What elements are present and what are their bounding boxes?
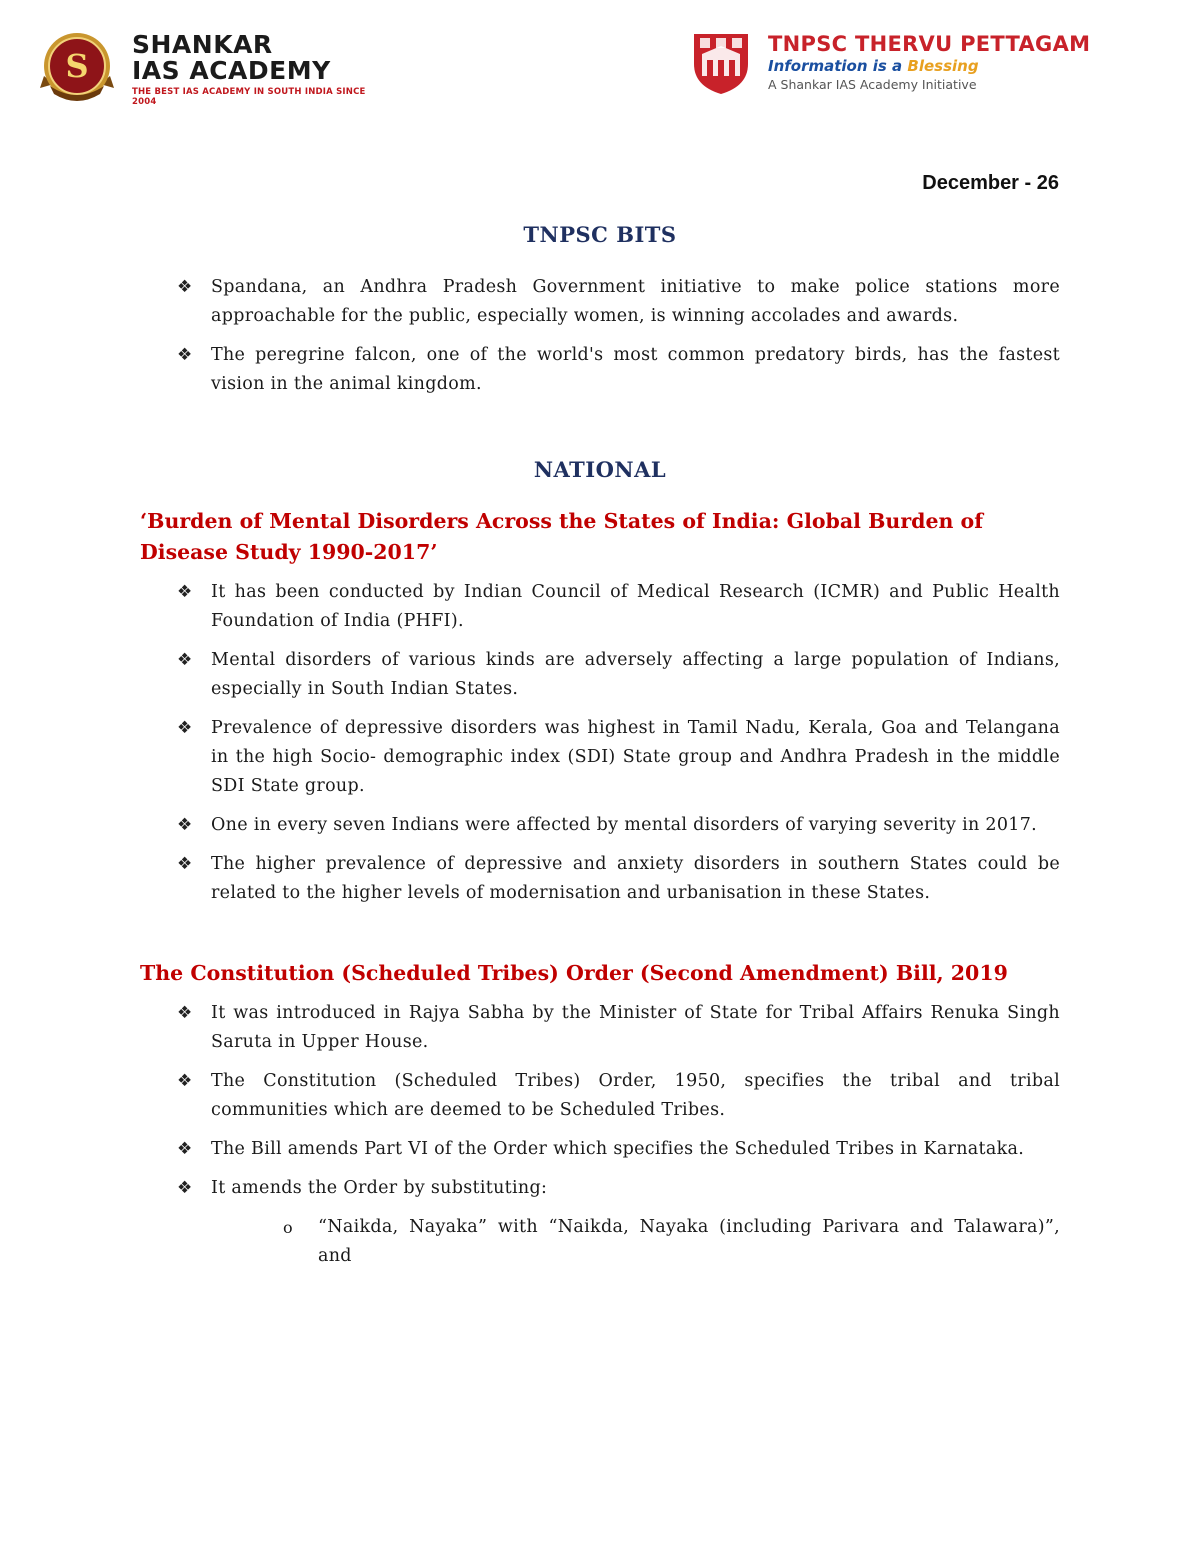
list-item (140, 714, 1060, 801)
section-title-tnpsc-bits: TNPSC BITS (523, 222, 677, 247)
svg-text:S: S (65, 47, 89, 85)
list-item (140, 1174, 1060, 1203)
four-diamond-bullet-icon: ❖ (177, 815, 193, 835)
brand-tagline: THE BEST IAS ACADEMY IN SOUTH INDIA SINCE 2004 (132, 87, 366, 107)
four-diamond-bullet-icon: ❖ (177, 1178, 193, 1198)
document-body (140, 222, 1060, 1271)
list-item (140, 273, 1060, 331)
list-item-text: Mental disorders of various kinds are adversely affecting a large population of Indians, especially in South Indian States. (211, 650, 1060, 699)
four-diamond-bullet-icon: ❖ (177, 582, 193, 602)
list-item-text: The higher prevalence of depressive and anxiety disorders in southern States could be related to the higher levels of modernisation and urbanisation in these States. (211, 854, 1060, 903)
shankar-brand-text (132, 32, 368, 107)
brand-name-line1: SHANKAR (132, 30, 273, 59)
slogan-part2: Blessing (907, 57, 979, 75)
four-diamond-bullet-icon: ❖ (177, 345, 193, 365)
substitution-sublist (140, 1213, 1060, 1271)
four-diamond-bullet-icon: ❖ (177, 854, 193, 874)
list-item-text: One in every seven Indians were affected by mental disorders of varying severity in 2017. (211, 815, 1038, 835)
four-diamond-bullet-icon: ❖ (177, 1003, 193, 1023)
sub-list-item-text: “Naikda, Nayaka” with “Naikda, Nayaka (including Parivara and Talawara)”, and (318, 1217, 1060, 1266)
tnpsc-bits-list (140, 273, 1060, 399)
four-diamond-bullet-icon: ❖ (177, 718, 193, 738)
list-item (140, 1067, 1060, 1125)
pettagam-slogan (768, 56, 1090, 76)
list-item (140, 578, 1060, 636)
pettagam-brand-text (768, 32, 1090, 94)
sub-list-item (140, 1213, 1060, 1271)
scheduled-tribes-list (140, 999, 1060, 1203)
list-item-text: The peregrine falcon, one of the world's most common predatory birds, has the fastest vision in the animal kingdom. (211, 345, 1060, 394)
list-item (140, 850, 1060, 908)
mental-disorders-list (140, 578, 1060, 908)
slogan-part1: Information is a (768, 57, 903, 75)
list-item-text: The Bill amends Part VI of the Order which specifies the Scheduled Tribes in Karnataka. (211, 1139, 1025, 1159)
page-header (0, 0, 1200, 120)
list-item-text: Prevalence of depressive disorders was highest in Tamil Nadu, Kerala, Goa and Telangana in the high Socio- demographic index (SDI) State group and Andhra Pradesh in the middle SDI State group. (211, 718, 1060, 796)
four-diamond-bullet-icon: ❖ (177, 1071, 193, 1091)
list-item (140, 999, 1060, 1057)
list-item-text: The Constitution (Scheduled Tribes) Order, 1950, specifies the tribal and tribal communities which are deemed to be Scheduled Tribes. (211, 1071, 1060, 1120)
tnpsc-pettagam-logo (690, 28, 1150, 100)
four-diamond-bullet-icon: ❖ (177, 650, 193, 670)
shankar-emblem-icon (40, 30, 114, 104)
topic-title-mental-disorders: ‘Burden of Mental Disorders Across the States of India: Global Burden of Disease Study 1990-2017’ (140, 509, 984, 564)
list-item (140, 1135, 1060, 1164)
shankar-ias-logo (38, 26, 368, 106)
circle-bullet-icon: o (283, 1218, 293, 1237)
list-item-text: It has been conducted by Indian Council of Medical Research (ICMR) and Public Health Foundation of India (PHFI). (211, 582, 1060, 631)
four-diamond-bullet-icon: ❖ (177, 1139, 193, 1159)
list-item (140, 341, 1060, 399)
brand-name-line2: IAS ACADEMY (132, 56, 331, 85)
list-item-text: Spandana, an Andhra Pradesh Government initiative to make police stations more approachable for the public, especially women, is winning accolades and awards. (211, 277, 1060, 326)
four-diamond-bullet-icon: ❖ (177, 277, 193, 297)
list-item (140, 646, 1060, 704)
pettagam-crest-icon (690, 30, 752, 96)
topic-title-scheduled-tribes-bill: The Constitution (Scheduled Tribes) Order (Second Amendment) Bill, 2019 (140, 961, 1008, 985)
list-item-text: It was introduced in Rajya Sabha by the Minister of State for Tribal Affairs Renuka Singh Saruta in Upper House. (211, 1003, 1060, 1052)
list-item (140, 811, 1060, 840)
section-title-national: NATIONAL (533, 457, 667, 482)
pettagam-initiative: A Shankar IAS Academy Initiative (768, 77, 977, 92)
page-date: December - 26 (922, 172, 1059, 194)
pettagam-title: TNPSC THERVU PETTAGAM (768, 32, 1091, 56)
list-item-text: It amends the Order by substituting: (211, 1178, 548, 1198)
